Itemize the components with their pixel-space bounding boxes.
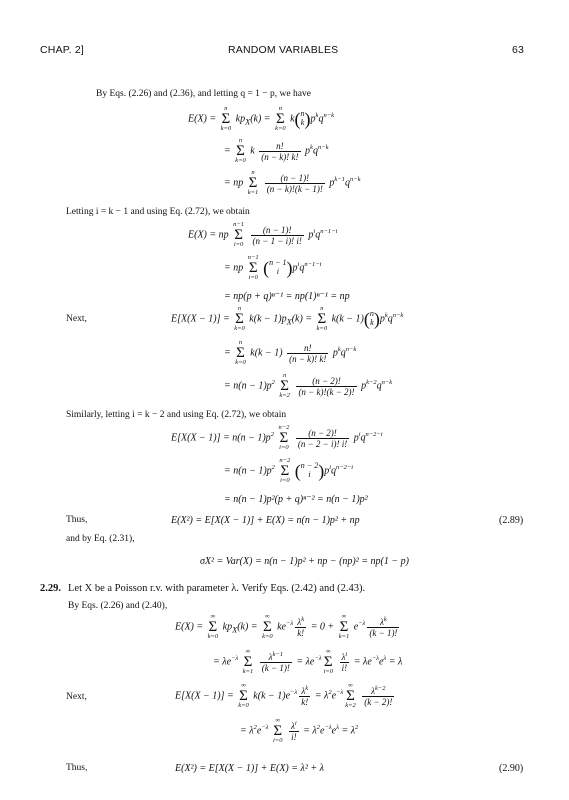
problem-statement: Let X be a Poisson r.v. with parameter λ. Verify Eqs. (2.42) and (2.43). <box>68 583 366 594</box>
equation-poisson-ex-line2: = $\lambda e^{-\lambda}$ ∞ Σ k=1 $\frac{\lambda^{k-1}}{(k - 1)!}$ = $\lambda e^{-\lambda}$ ∞ Σ i=0 $\frac{\lambda^i}{i!}$ = $\lambda e^{-\lambda}e^\lambda = \lambda$ <box>213 648 403 675</box>
label-thus-2: Thus, <box>66 763 88 773</box>
label-thus-1: Thus, <box>66 515 88 525</box>
equation-ex-line1: E(X) = n Σ k=0 $kp_X(k)$ = n Σ k=0 k(n $k)p^kq^{n-k}$ <box>188 105 334 132</box>
equation-2-89: E(X²) = E[X(X − 1)] + E(X) = n(n − 1)p² + np <box>171 515 360 526</box>
equation-exx1-line3: = $n(n - 1)p^2$ n Σ k=2 $\frac{(n - 2)!}{(n - k)!(k - 2)!}$ $p^{k-2}q^{n-k}$ <box>224 372 393 399</box>
intro-text: By Eqs. (2.26) and (2.36), and letting q = 1 − p, we have <box>96 89 311 99</box>
equation-poisson-exx1-line1: E[X(X − 1)] = ∞ Σ k=0 $k(k - 1)e^{-\lambda}$ $\frac{\lambda^k}{k!}$ = $\lambda^2e^{-\lambda}$ ∞ Σ k=2 $\frac{\lambda^{k-2}}{(k - 2)!}$ <box>175 682 393 709</box>
equation-number-2-90: (2.90) <box>499 763 524 774</box>
equation-exx1-line6: = n(n − 1)p²(p + q)ⁿ⁻² = n(n − 1)p² <box>224 494 368 505</box>
equation-ex-line6: = np(p + q)ⁿ⁻¹ = np(1)ⁿ⁻¹ = np <box>224 291 350 302</box>
equation-exx1-line1: E[X(X − 1)] = n Σ k=0 $k(k - 1)p_X(k)$ = n Σ k=0 k(k − 1)(n $k)p^kq^{n-k}$ <box>171 305 404 332</box>
equation-2-90: E(X²) = E[X(X − 1)] + E(X) = λ² + λ <box>175 763 324 774</box>
equation-exx1-line2: = n Σ k=0 k(k − 1) $\frac{n!}{(n - k)! k!}$ $p^kq^{n-k}$ <box>224 339 357 366</box>
equation-number-2-89: (2.89) <box>499 515 524 526</box>
equation-ex-line4: E(X) = np n−1 Σ i=0 $\frac{(n - 1)!}{(n - 1 - i)! i!}$ $p^iq^{n-1-i}$ <box>188 221 338 248</box>
paragraph-similarly: Similarly, letting i = k − 2 and using Eq. (2.72), we obtain <box>66 410 287 420</box>
equation-poisson-exx1-line2: = $\lambda^2e^{-\lambda}$ ∞ Σ i=0 $\frac{\lambda^i}{i!}$ = $\lambda^2e^{-\lambda}e^\lambda = \lambda^2$ <box>240 717 359 744</box>
chapter-label: CHAP. 2] <box>40 44 85 56</box>
label-next-1: Next, <box>66 314 87 324</box>
equation-exx1-line4: $E[X(X - 1)] = n(n - 1)p^2$ n−2 Σ i=0 $\frac{(n - 2)!}{(n - 2 - i)! i!}$ $p^iq^{n-2-i}$ <box>171 424 383 451</box>
paragraph-by-eqs-226-240: By Eqs. (2.26) and (2.40), <box>68 601 168 611</box>
equation-ex-line5: = np n−1 Σ i=0 (n − 1 i )$p^iq^{n-1-i}$ <box>224 254 322 281</box>
equation-exx1-line5: = $n(n - 1)p^2$ n−2 Σ i=0 (n − 2 i )$p^iq^{n-2-i}$ <box>224 457 354 484</box>
paragraph-letting-i: Letting i = k − 1 and using Eq. (2.72), we obtain <box>66 207 250 217</box>
page-number: 63 <box>512 44 525 56</box>
problem-number: 2.29. <box>40 583 61 594</box>
label-next-2: Next, <box>66 692 87 702</box>
running-title: RANDOM VARIABLES <box>228 44 339 56</box>
equation-variance: σX² = Var(X) = n(n − 1)p² + np − (np)² = np(1 − p) <box>200 556 409 567</box>
equation-ex-line3: = np n Σ k=1 $\frac{(n - 1)!}{(n - k)!(k - 1)!}$ $p^{k-1}q^{n-k}$ <box>224 169 361 196</box>
equation-ex-line2: = n Σ k=0 k $\frac{n!}{(n - k)! k!}$ $p^kq^{n-k}$ <box>224 137 329 164</box>
paragraph-by-eq-231: and by Eq. (2.31), <box>66 534 135 544</box>
equation-poisson-ex-line1: E(X) = ∞ Σ k=0 $kp_X(k)$ = ∞ Σ k=0 $ke^{-\lambda}$ $\frac{\lambda^k}{k!}$ = 0 + ∞ Σ k=1 $e^{-\lambda}$ $\frac{\lambda^k}{(k - 1)!}$ <box>175 613 398 640</box>
